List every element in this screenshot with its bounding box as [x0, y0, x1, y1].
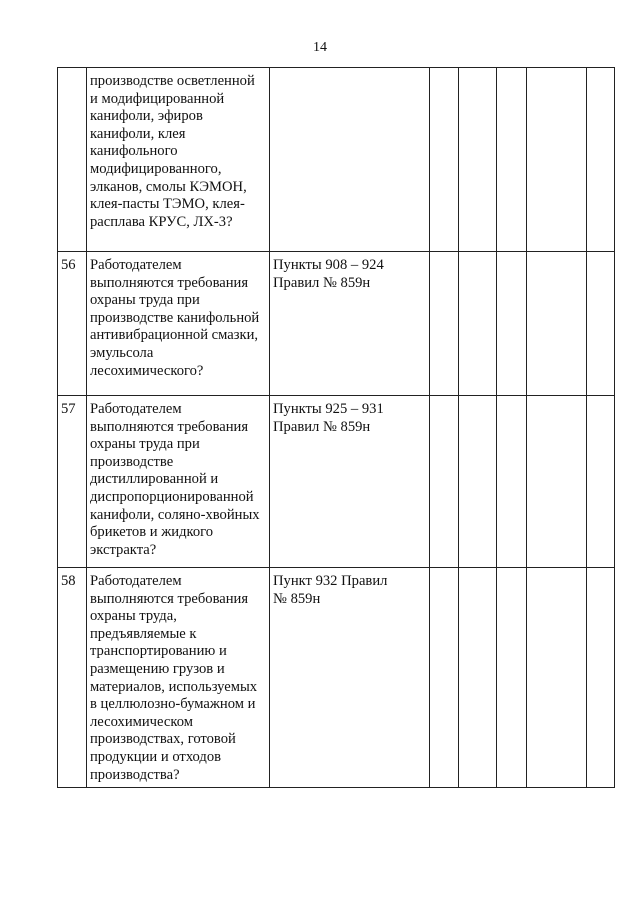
answer-cell-note[interactable] — [527, 252, 587, 396]
answer-cell-na[interactable] — [497, 568, 527, 788]
answer-cell-yes[interactable] — [430, 396, 459, 568]
answer-cell-no[interactable] — [459, 568, 497, 788]
row-number: 57 — [58, 396, 87, 568]
answer-cell-note[interactable] — [527, 68, 587, 252]
table-row — [58, 252, 615, 396]
question-cell — [87, 252, 270, 396]
answer-cell-extra[interactable] — [587, 568, 615, 788]
question-cell — [87, 396, 270, 568]
answer-cell-extra[interactable] — [587, 396, 615, 568]
answer-cell-na[interactable] — [497, 252, 527, 396]
question-text: Работодателем выполняются требования охраны труда при производстве дистиллированной и диспропорционированной канифоли, соляно-хвойных брикетов и жидкого экстракта? — [90, 401, 260, 558]
reference-text: Пункт 932 Правил № 859н — [273, 573, 388, 607]
answer-cell-no[interactable] — [459, 68, 497, 252]
row-number: 56 — [58, 252, 87, 396]
answer-cell-na[interactable] — [497, 396, 527, 568]
reference-text: Пункты 908 – 924 Правил № 859н — [273, 257, 384, 291]
reference-cell — [270, 252, 430, 396]
answer-cell-no[interactable] — [459, 396, 497, 568]
checklist-table — [57, 67, 615, 788]
answer-cell-extra[interactable] — [587, 68, 615, 252]
question-text: Работодателем выполняются требования охраны труда при производстве канифольной антивибрационной смазки, эмульсола лесохимического? — [90, 257, 260, 379]
reference-cell — [270, 396, 430, 568]
question-text: производстве осветленной и модифицированной канифоли, эфиров канифоли, клея канифольного модифицированного, элканов, смолы КЭМОН, клея-пасты ТЭМО, клея- расплава КРУС, ЛХ-3? — [90, 73, 255, 230]
question-text: Работодателем выполняются требования охраны труда, предъявляемые к транспортированию и размещению грузов и материалов, используемых в целлюлозно-бумажном и лесохимическом производствах, готовой продукции и отходов производства? — [90, 573, 258, 783]
table-row — [58, 396, 615, 568]
answer-cell-yes[interactable] — [430, 252, 459, 396]
answer-cell-note[interactable] — [527, 568, 587, 788]
row-number: 58 — [58, 568, 87, 788]
answer-cell-no[interactable] — [459, 252, 497, 396]
table-row — [58, 568, 615, 788]
answer-cell-extra[interactable] — [587, 252, 615, 396]
answer-cell-yes[interactable] — [430, 568, 459, 788]
table-row — [58, 68, 615, 252]
row-number — [58, 68, 87, 252]
reference-cell — [270, 568, 430, 788]
page-number: 14 — [313, 40, 327, 55]
question-cell — [87, 568, 270, 788]
answer-cell-na[interactable] — [497, 68, 527, 252]
reference-cell — [270, 68, 430, 252]
reference-text: Пункты 925 – 931 Правил № 859н — [273, 401, 384, 435]
answer-cell-note[interactable] — [527, 396, 587, 568]
question-cell — [87, 68, 270, 252]
answer-cell-yes[interactable] — [430, 68, 459, 252]
